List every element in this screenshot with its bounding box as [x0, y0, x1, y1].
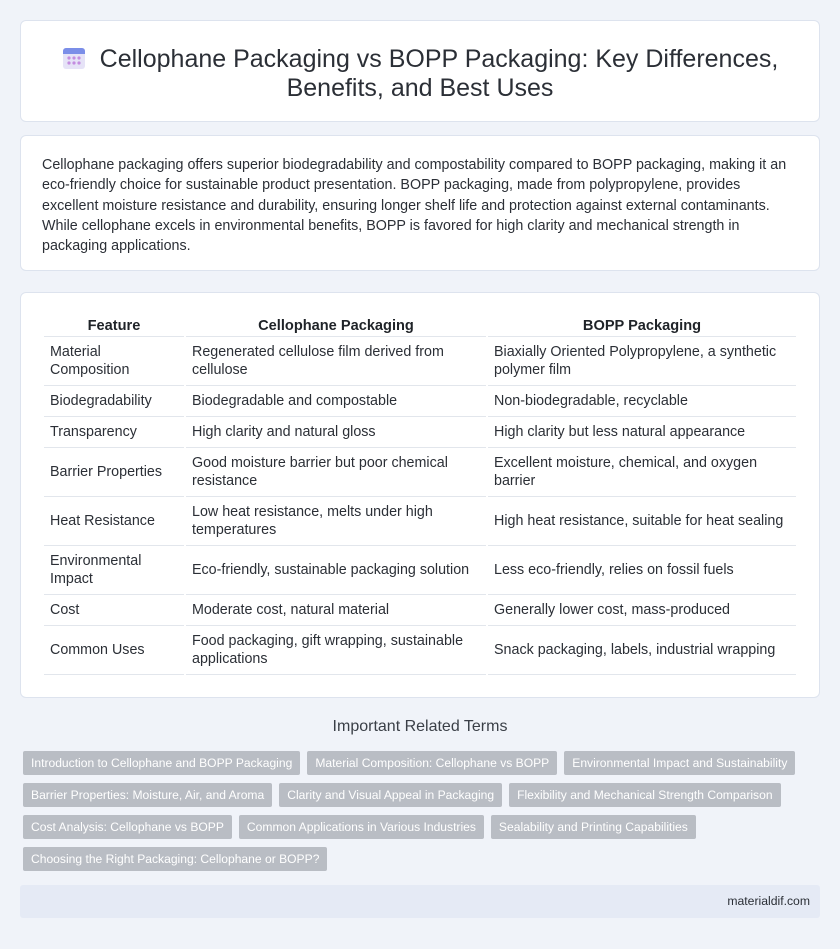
table-row	[44, 626, 796, 675]
cellophane-cell: High clarity and natural gloss	[186, 417, 486, 448]
header-card	[20, 20, 820, 122]
feature-cell: Barrier Properties	[44, 448, 184, 497]
related-term-tag[interactable]: Environmental Impact and Sustainability	[564, 751, 795, 775]
bopp-cell: Snack packaging, labels, industrial wrapping	[488, 626, 796, 675]
cellophane-cell: Biodegradable and compostable	[186, 386, 486, 417]
cellophane-cell: Moderate cost, natural material	[186, 595, 486, 626]
comparison-table-card	[20, 292, 820, 698]
bopp-cell: Biaxially Oriented Polypropylene, a synthetic polymer film	[488, 337, 796, 386]
bopp-cell: Excellent moisture, chemical, and oxygen barrier	[488, 448, 796, 497]
related-term-tag[interactable]: Choosing the Right Packaging: Cellophane or BOPP?	[23, 847, 327, 871]
feature-cell: Biodegradability	[44, 386, 184, 417]
bopp-cell: High clarity but less natural appearance	[488, 417, 796, 448]
related-term-tag[interactable]: Barrier Properties: Moisture, Air, and Aroma	[23, 783, 272, 807]
related-term-tag[interactable]: Clarity and Visual Appeal in Packaging	[279, 783, 502, 807]
bopp-cell: High heat resistance, suitable for heat sealing	[488, 497, 796, 546]
cellophane-cell: Eco-friendly, sustainable packaging solution	[186, 546, 486, 595]
header-feature: Feature	[44, 316, 184, 337]
bopp-cell: Generally lower cost, mass-produced	[488, 595, 796, 626]
table-row	[44, 417, 796, 448]
table-row	[44, 497, 796, 546]
cellophane-cell: Low heat resistance, melts under high temperatures	[186, 497, 486, 546]
table-header-row	[44, 316, 796, 337]
table-row	[44, 595, 796, 626]
header-bopp: BOPP Packaging	[488, 316, 796, 337]
summary-card	[20, 135, 820, 271]
comparison-table	[42, 316, 798, 675]
related-term-tag[interactable]: Common Applications in Various Industries	[239, 815, 484, 839]
footer-site-link[interactable]: materialdif.com	[727, 894, 810, 908]
cellophane-cell: Food packaging, gift wrapping, sustainable applications	[186, 626, 486, 675]
calendar-grid-icon	[62, 46, 86, 70]
table-row	[44, 337, 796, 386]
table-row	[44, 386, 796, 417]
feature-cell: Cost	[44, 595, 184, 626]
footer	[20, 885, 820, 918]
bopp-cell: Less eco-friendly, relies on fossil fuels	[488, 546, 796, 595]
related-term-tag[interactable]: Sealability and Printing Capabilities	[491, 815, 696, 839]
related-term-tag[interactable]: Material Composition: Cellophane vs BOPP	[307, 751, 557, 775]
cellophane-cell: Regenerated cellulose film derived from cellulose	[186, 337, 486, 386]
title-line-1: Cellophane Packaging vs BOPP Packaging: Key Differences,	[99, 45, 779, 73]
summary-text: Cellophane packaging offers superior biodegradability and compostability compared to BOPP packaging, making it an eco-friendly choice for sustainable product presentation. BOPP packaging, made from polypropylene, provides excellent moisture resistance and durability, ensuring longer shelf life and protection against external contaminants. While cellophane excels in environmental benefits, BOPP is favored for high clarity and mechanical strength in packaging applications.	[42, 157, 787, 255]
cellophane-cell: Good moisture barrier but poor chemical resistance	[186, 448, 486, 497]
title-line-2: Benefits, and Best Uses	[286, 74, 554, 102]
related-terms-title: Important Related Terms	[332, 718, 508, 735]
feature-cell: Material Composition	[44, 337, 184, 386]
header-cellophane: Cellophane Packaging	[186, 316, 486, 337]
feature-cell: Heat Resistance	[44, 497, 184, 546]
related-terms-list	[23, 751, 813, 871]
bopp-cell: Non-biodegradable, recyclable	[488, 386, 796, 417]
table-row	[44, 448, 796, 497]
related-term-tag[interactable]: Cost Analysis: Cellophane vs BOPP	[23, 815, 232, 839]
feature-cell: Common Uses	[44, 626, 184, 675]
related-term-tag[interactable]: Flexibility and Mechanical Strength Comparison	[509, 783, 780, 807]
related-term-tag[interactable]: Introduction to Cellophane and BOPP Packaging	[23, 751, 300, 775]
table-row	[44, 546, 796, 595]
feature-cell: Environmental Impact	[44, 546, 184, 595]
page-title	[21, 45, 819, 103]
feature-cell: Transparency	[44, 417, 184, 448]
